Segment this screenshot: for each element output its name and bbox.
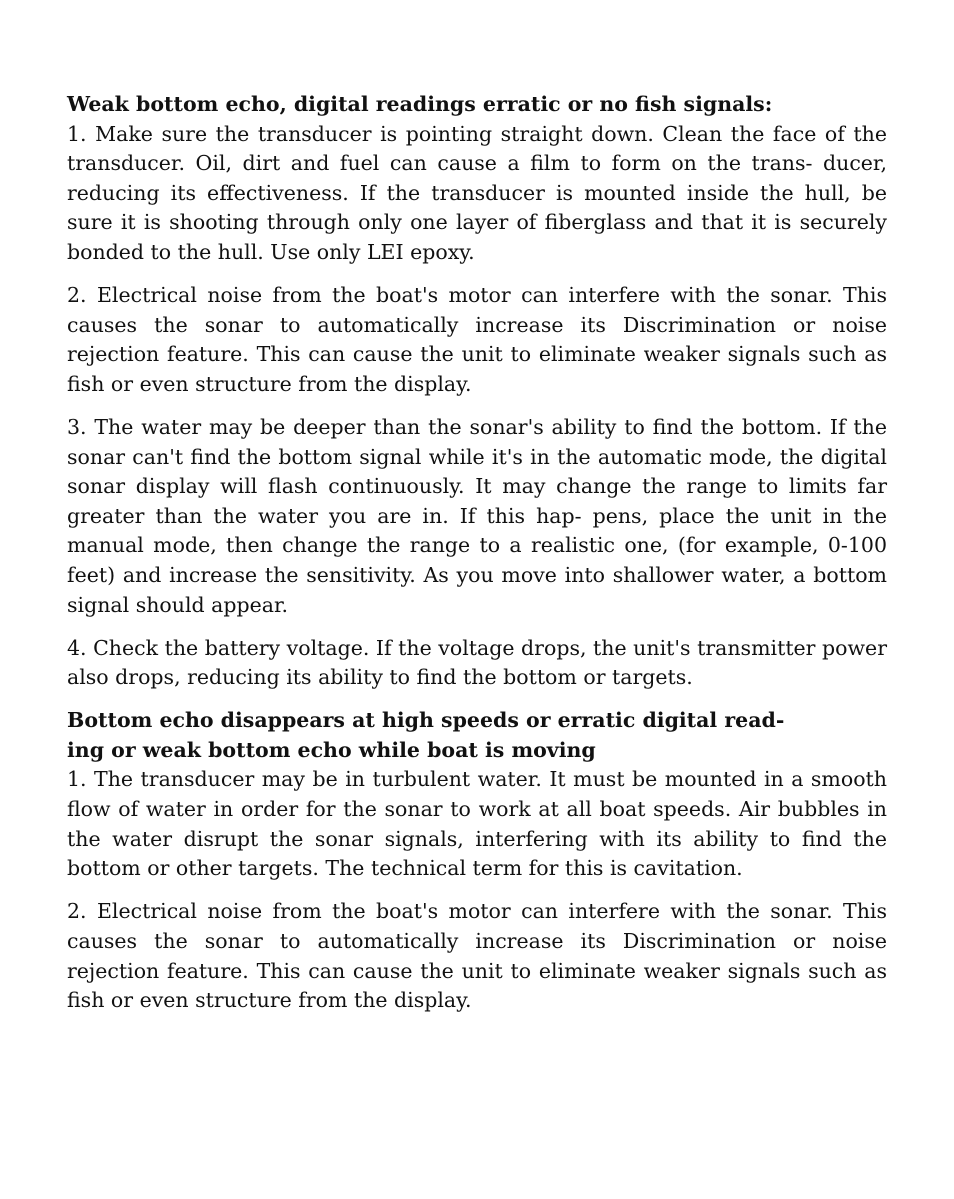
section-heading-high-speed-echo — [67, 706, 887, 765]
paragraph-electrical-noise: 2. Electrical noise from the boat's motor can interfere with the sonar. This causes the sonar to automatically increase its Discrimination or noise rejection feature. This can cause the unit to eliminate weaker signals such as fish or even structure from the display. — [67, 283, 887, 396]
paragraph-transducer-pointing: 1. Make sure the transducer is pointing straight down. Clean the face of the transducer. Oil, dirt and fuel can cause a film to form on the trans- ducer, reducing its effectiveness. If the transducer is mounted inside the hull, be sure it is shooting through only one layer of fiberglass and that it is securely bonded to the hull. Use only LEI epoxy. — [67, 121, 887, 264]
section-heading-line-2: ing or weak bottom echo while boat is moving — [67, 737, 596, 762]
paragraph-electrical-noise-2: 2. Electrical noise from the boat's motor can interfere with the sonar. This causes the sonar to automatically increase its Discrimination or noise rejection feature. This can cause the unit to eliminate weaker signals such as fish or even structure from the display. — [67, 899, 887, 1013]
paragraph-turbulent-water: 1. The transducer may be in turbulent water. It must be mounted in a smooth flow of water in order for the sonar to work at all boat speeds. Air bubbles in the water disrupt the sonar signals, interfering with its ability to find the bottom or other targets. The technical term for this is cavitation. — [67, 767, 887, 881]
paragraph-battery-voltage: 4. Check the battery voltage. If the voltage drops, the unit's transmitter power also drops, reducing its ability to find the bottom or targets. — [67, 635, 887, 690]
paragraph-water-deeper: 3. The water may be deeper than the sonar's ability to find the bottom. If the sonar can't find the bottom signal while it's in the automatic mode, the digital sonar display will flash continuously. It may change the range to limits far greater than the water you are in. If this hap- pens, place the unit in the manual mode, then change the range to a realistic one, (for example, 0-100 feet) and increase the sensitivity. As you move into shallower water, a bottom signal should appear. — [67, 414, 887, 617]
troubleshooting-page — [67, 90, 887, 1029]
section-heading-weak-bottom-echo: Weak bottom echo, digital readings erratic or no fish signals: — [67, 92, 773, 116]
section-heading-line-1: Bottom echo disappears at high speeds or erratic digital read- — [67, 708, 785, 733]
